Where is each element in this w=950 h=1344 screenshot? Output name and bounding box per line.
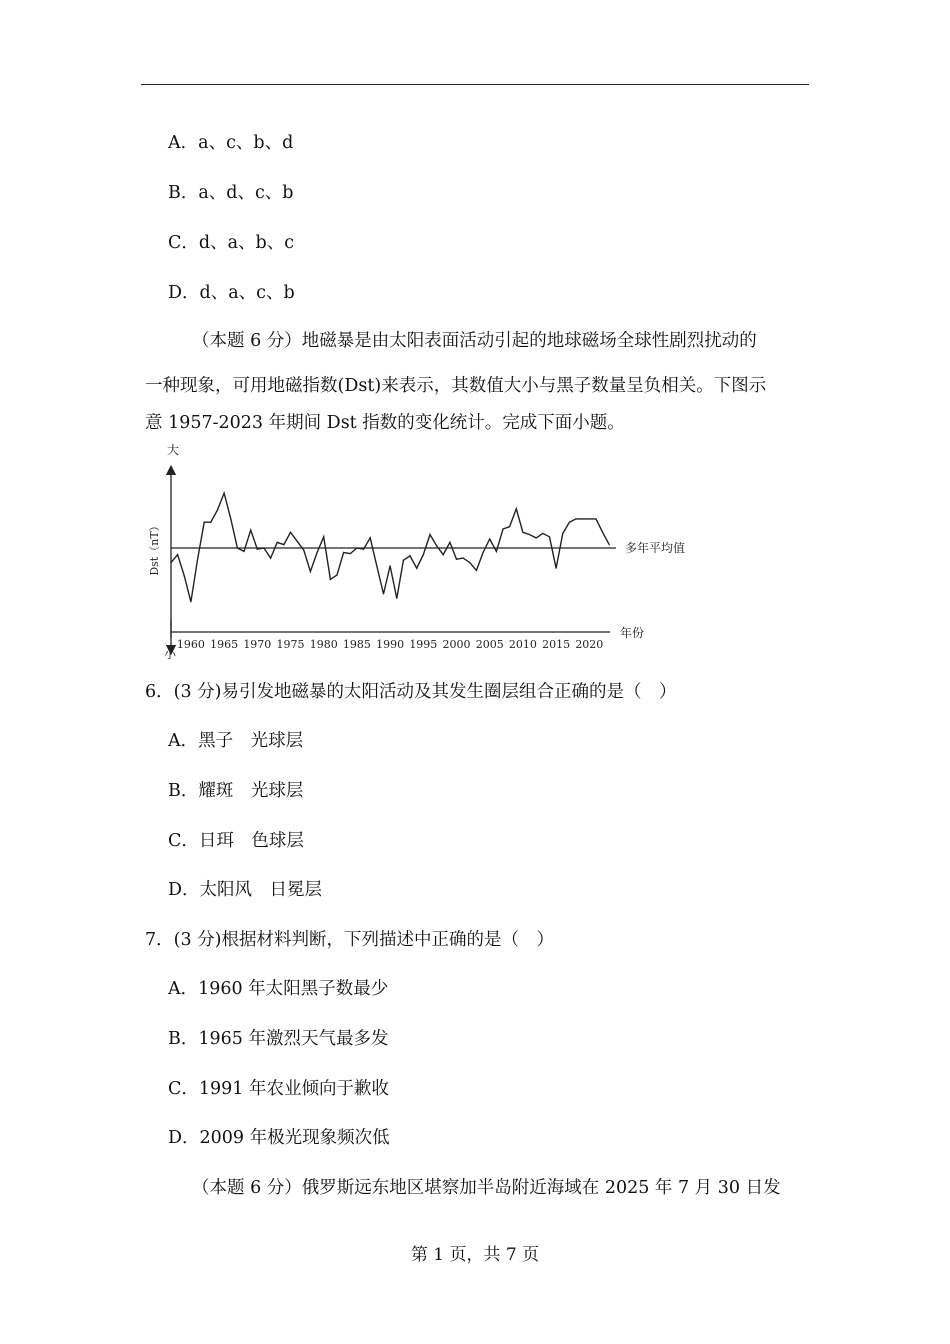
data-point-1983 <box>343 552 344 553</box>
data-point-2022 <box>602 532 603 533</box>
data-point-1982 <box>336 574 337 575</box>
data-point-1997 <box>436 545 437 546</box>
q6-option-a[interactable]: A．黑子 光球层 <box>168 731 304 751</box>
q5-option-d[interactable]: D．d、a、c、b <box>168 283 295 303</box>
x-tick-label-1980: 1980 <box>309 638 338 651</box>
x-tick-label-1970: 1970 <box>243 638 272 651</box>
data-point-1979 <box>317 552 318 553</box>
q6-option-d[interactable]: D．太阳风 日冕层 <box>168 880 323 900</box>
q7-stem: 7．(3 分)根据材料判断，下列描述中正确的是（ ） <box>145 930 554 950</box>
data-point-1986 <box>363 549 364 550</box>
data-point-1992 <box>403 560 404 561</box>
page-footer: 第 1 页，共 7 页 <box>410 1245 540 1265</box>
data-point-2006 <box>496 551 497 552</box>
x-tick-label-1985: 1985 <box>342 638 371 651</box>
q5-option-c[interactable]: C．d、a、b、c <box>168 233 295 253</box>
data-point-1958 <box>177 554 178 555</box>
q5-option-b[interactable]: B．a、d、c、b <box>168 183 294 203</box>
x-tick-labels <box>177 638 603 651</box>
data-point-1994 <box>416 568 417 569</box>
x-tick-label-1995: 1995 <box>409 638 438 651</box>
data-point-1976 <box>297 541 298 542</box>
y-top-label: 大 <box>167 443 180 457</box>
data-point-1993 <box>409 555 410 556</box>
data-point-1984 <box>350 553 351 554</box>
data-point-2000 <box>456 559 457 560</box>
data-point-1961 <box>197 559 198 560</box>
q6-option-b[interactable]: B．耀斑 光球层 <box>168 781 304 801</box>
data-point-1985 <box>356 547 357 548</box>
data-point-2019 <box>582 518 583 519</box>
data-point-1970 <box>257 549 258 550</box>
data-point-1964 <box>217 509 218 510</box>
data-point-1965 <box>224 493 225 494</box>
data-point-1974 <box>283 544 284 545</box>
data-point-1962 <box>204 522 205 523</box>
q7-option-a[interactable]: A．1960 年太阳黑子数最少 <box>168 979 389 999</box>
q6-stem: 6．(3 分)易引发地磁暴的太阳活动及其发生圈层组合正确的是（ ） <box>145 682 677 702</box>
y-axis-label: Dst（nT） <box>148 520 161 576</box>
data-point-2018 <box>575 518 576 519</box>
data-point-1963 <box>210 522 211 523</box>
data-point-2017 <box>569 522 570 523</box>
data-point-2012 <box>536 537 537 538</box>
data-point-2010 <box>522 532 523 533</box>
data-point-1975 <box>290 532 291 533</box>
x-tick-label-1965: 1965 <box>210 638 239 651</box>
data-point-2005 <box>489 538 490 539</box>
x-tick-label-2010: 2010 <box>508 638 537 651</box>
x-tick-label-2015: 2015 <box>542 638 571 651</box>
data-point-1998 <box>443 554 444 555</box>
x-tick-label-1975: 1975 <box>276 638 305 651</box>
data-point-1973 <box>277 542 278 543</box>
x-axis-label: 年份 <box>620 626 645 640</box>
data-point-2016 <box>562 533 563 534</box>
data-point-2013 <box>542 533 543 534</box>
data-point-2021 <box>595 518 596 519</box>
data-point-2015 <box>556 568 557 569</box>
data-point-2014 <box>549 536 550 537</box>
x-tick-label-2000: 2000 <box>442 638 471 651</box>
data-point-1989 <box>383 593 384 594</box>
data-point-2008 <box>509 526 510 527</box>
q7-option-c[interactable]: C．1991 年农业倾向于歉收 <box>168 1079 389 1099</box>
intro-line-2: 一种现象，可用地磁指数(Dst)来表示，其数值大小与黑子数量呈负相关。下图示 <box>145 376 767 396</box>
dst-line-chart <box>140 440 720 662</box>
x-tick-label-2005: 2005 <box>475 638 504 651</box>
data-point-1991 <box>396 598 397 599</box>
data-point-1968 <box>243 551 244 552</box>
intro-line-3: 意 1957-2023 年期间 Dst 指数的变化统计。完成下面小题。 <box>145 413 625 433</box>
data-point-2007 <box>502 528 503 529</box>
data-point-2011 <box>529 534 530 535</box>
data-point-1995 <box>423 554 424 555</box>
q7-option-b[interactable]: B．1965 年激烈天气最多发 <box>168 1029 389 1049</box>
data-point-1966 <box>230 518 231 519</box>
data-point-1977 <box>303 550 304 551</box>
data-point-2003 <box>476 570 477 571</box>
x-tick-label-1990: 1990 <box>376 638 405 651</box>
data-point-1972 <box>270 558 271 559</box>
q7-option-d[interactable]: D．2009 年极光现象频次低 <box>168 1128 390 1148</box>
data-point-1987 <box>370 537 371 538</box>
data-point-1981 <box>330 579 331 580</box>
header-rule <box>141 84 809 85</box>
data-point-1999 <box>449 542 450 543</box>
data-point-1969 <box>250 530 251 531</box>
data-point-1967 <box>237 547 238 548</box>
x-tick-label-2020: 2020 <box>575 638 604 651</box>
data-point-2001 <box>463 558 464 559</box>
data-point-2009 <box>516 508 517 509</box>
data-point-1971 <box>263 547 264 548</box>
next-intro-line: （本题 6 分）俄罗斯远东地区堪察加半岛附近海域在 2025 年 7 月 30 日发 <box>192 1178 781 1198</box>
data-point-1960 <box>190 601 191 602</box>
data-point-1990 <box>390 565 391 566</box>
q6-option-c[interactable]: C．日珥 色球层 <box>168 831 304 851</box>
data-point-1980 <box>323 536 324 537</box>
data-point-2002 <box>469 562 470 563</box>
data-point-1957 <box>170 562 171 563</box>
data-point-1988 <box>376 565 377 566</box>
y-bottom-label: 小 <box>164 647 177 661</box>
data-point-2023 <box>609 544 610 545</box>
data-point-2004 <box>483 552 484 553</box>
data-point-1959 <box>184 575 185 576</box>
data-point-1978 <box>310 571 311 572</box>
x-tick-label-1960: 1960 <box>176 638 205 651</box>
mean-line-label: 多年平均值 <box>625 541 686 555</box>
intro-line-1: （本题 6 分）地磁暴是由太阳表面活动引起的地球磁场全球性剧烈扰动的 <box>192 331 757 351</box>
data-point-2020 <box>589 518 590 519</box>
data-point-1996 <box>429 534 430 535</box>
q5-option-a[interactable]: A．a、c、b、d <box>168 133 294 153</box>
